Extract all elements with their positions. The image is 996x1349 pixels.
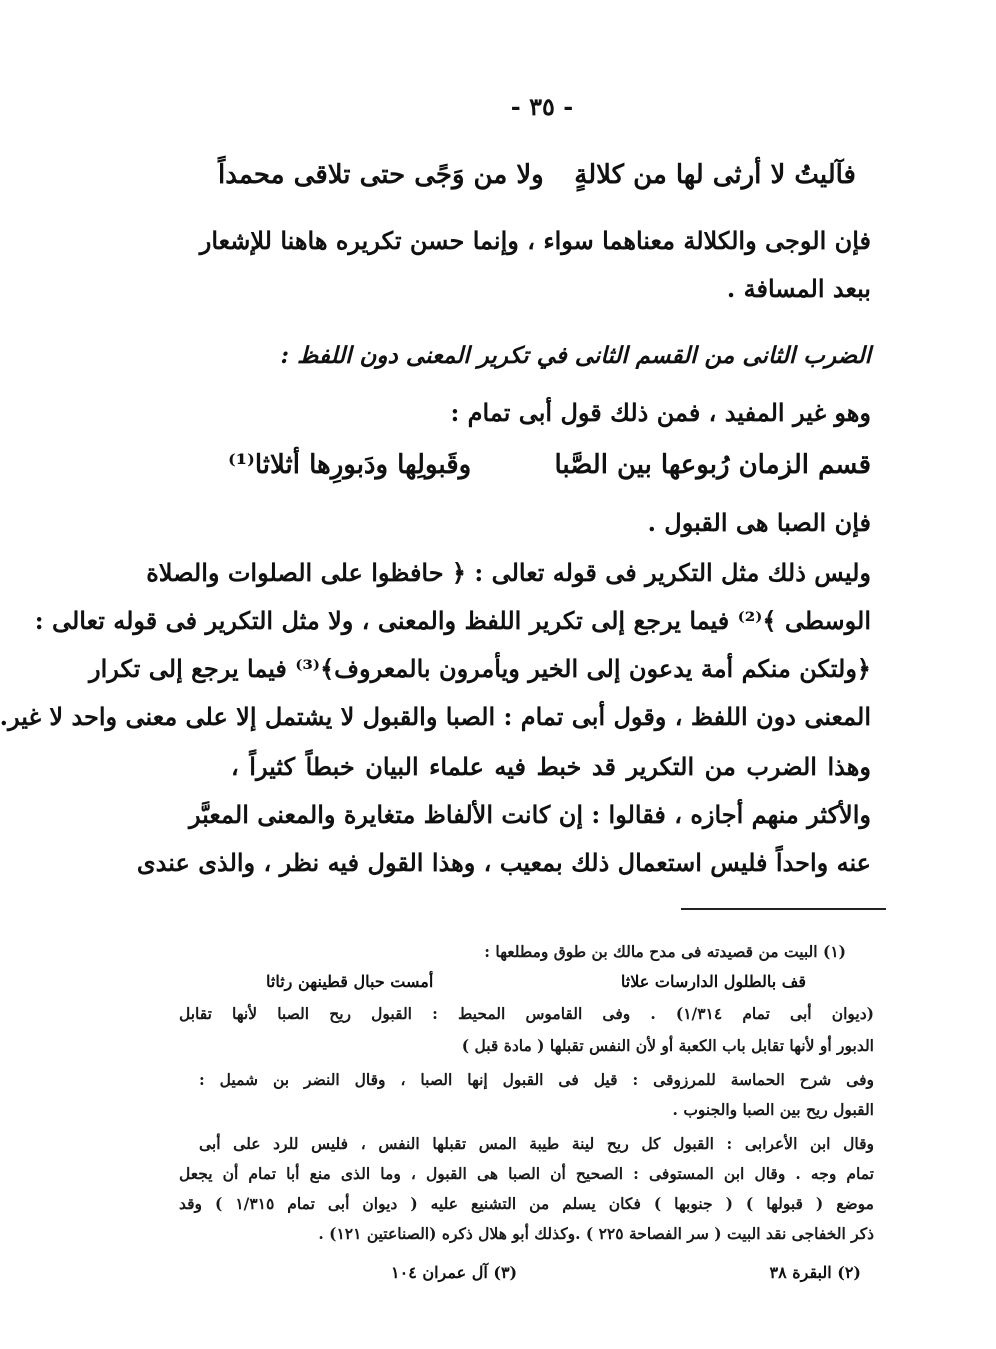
paragraph-2-line-1: وهو غير المفيد ، فمن ذلك قول أبى تمام : [450, 398, 871, 427]
footnote-verse-first-hemistich: قف بالطلول الدارسات علاثا [620, 972, 806, 991]
paragraph-5-line-2: والأكثر منهم أجازه ، فقالوا : إن كانت الألفاظ متغايرة والمعنى المعبَّر [188, 800, 871, 829]
footnote-1-line-2: الدبور أو لأنها تقابل باب الكعبة أو لأن النفس تقبلها ( مادة قبل ) [461, 1036, 874, 1055]
paragraph-3-line-1: فإن الصبا هى القبول . [647, 508, 871, 537]
paragraph-4-line-3: ﴿ولتكن منكم أمة يدعون إلى الخير ويأمرون بالمعروف﴾⁽³⁾ فيما يرجع إلى تكرار [88, 654, 871, 683]
footnote-references [391, 1263, 861, 1282]
footnote-verse-second-hemistich: أمست حبال قطينهن رثاثا [266, 972, 434, 991]
paragraph-1-line-1: فإن الوجى والكلالة معناهما سواء ، وإنما حسن تكريره هاهنا للإشعار [199, 226, 871, 255]
footnote-1-verse [266, 972, 806, 991]
footnote-1-line-8: ذكر الخفاجى نقد البيت ( سر الفصاحة ٢٢٥ ) .وكذلك أبو هلال ذكره (الصناعتين ١٢١) . [318, 1224, 874, 1243]
verse-2-first-hemistich: قسم الزمان رُبوعها بين الصَّبا [554, 450, 871, 480]
footnote-1-intro: (١) البيت من قصيدته فى مدح مالك بن طوق ومطلعها : [484, 942, 846, 961]
verse-1-second-hemistich: ولا من وَجًى حتى تلاقى محمداً [218, 160, 544, 190]
paragraph-5-line-1: وهذا الضرب من التكرير قد خبط فيه علماء البيان خبطاً كثيراً ، [231, 752, 871, 781]
paragraph-5-line-3: عنه واحداً فليس استعمال ذلك بمعيب ، وهذا القول فيه نظر ، والذى عندى [136, 848, 871, 877]
paragraph-1-line-2: ببعد المسافة . [726, 274, 871, 303]
verse-1-first-hemistich: فآليتُ لا أرثى لها من كلالةٍ [574, 160, 856, 190]
paragraph-4-line-2: الوسطى ﴾⁽²⁾ فيما يرجع إلى تكرير اللفظ والمعنى ، ولا مثل التكرير فى قوله تعالى : [34, 606, 871, 635]
footnote-1-line-5: وقال ابن الأعرابى : القبول كل ريح لينة طيبة المس تقبلها النفس ، فليس للرد على أبى [199, 1134, 874, 1153]
verse-1 [218, 160, 856, 204]
footnote-1-line-6: تمام وجه . وقال ابن المستوفى : الصحيح أن الصبا هى القبول ، وما الذى منع أبا تمام أن يجعل [179, 1164, 874, 1183]
verse-2-second-hemistich: وقَبولِها ودَبورِها أثلاثا⁽¹⁾ [228, 450, 472, 480]
footnote-separator [681, 908, 886, 910]
verse-2 [228, 450, 871, 494]
footnote-1-line-3: وفى شرح الحماسة للمرزوقى : قيل فى القبول إنها الصبا ، وقال النضر بن شميل : [199, 1070, 874, 1089]
paragraph-4-line-4: المعنى دون اللفظ ، وقول أبى تمام : الصبا والقبول لا يشتمل إلا على معنى واحد لا غير. [0, 702, 871, 731]
footnote-3: (٣) آل عمران ١٠٤ [391, 1263, 518, 1282]
footnote-1-line-4: القبول ريح بين الصبا والجنوب . [672, 1100, 874, 1119]
footnote-1-line-1: (ديوان أبى تمام ١/٣١٤) . وفى القاموس المحيط : القبول ريح الصبا لأنها تقابل [179, 1004, 874, 1023]
page-number: - ٣٥ - [510, 92, 574, 121]
footnote-2: (٢) البقرة ٣٨ [769, 1263, 861, 1282]
section-heading: الضرب الثانى من القسم الثانى في تكرير المعنى دون اللفظ : [280, 342, 871, 369]
paragraph-4-line-1: وليس ذلك مثل التكرير فى قوله تعالى : ﴿ حافظوا على الصلوات والصلاة [146, 558, 871, 587]
footnote-1-line-7: موضع ( قبولها ) ( جنوبها ) فكان يسلم من التشنيع عليه ( ديوان أبى تمام ١/٣١٥ ) وقد [179, 1194, 874, 1213]
